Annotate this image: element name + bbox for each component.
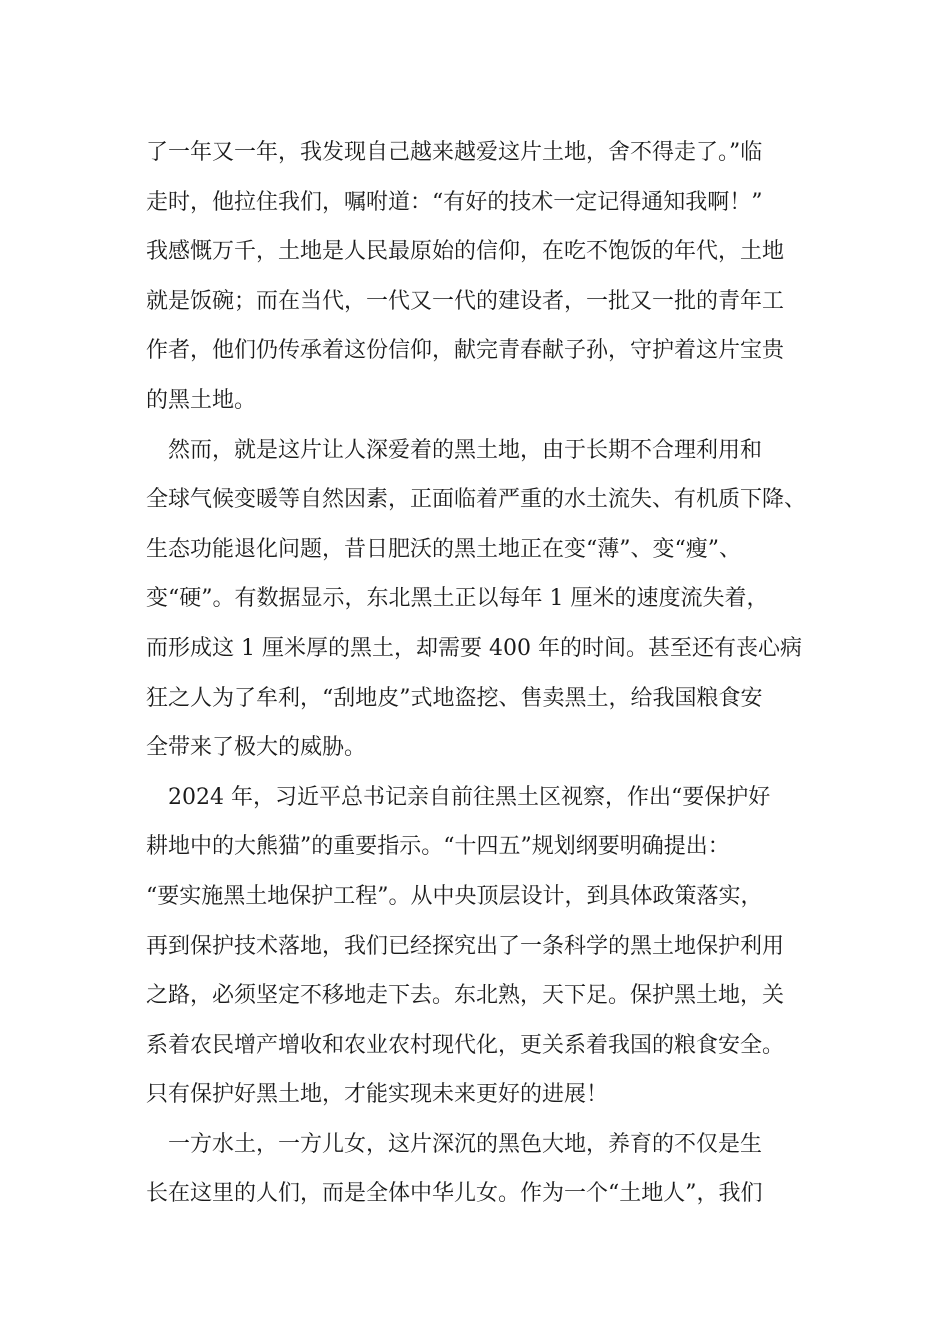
text-line: 生态功能退化问题，昔日肥沃的黑土地正在变“薄”、变“瘦”、 bbox=[146, 536, 741, 562]
text-line: 全带来了极大的威胁。 bbox=[146, 735, 367, 761]
text-line: 走时，他拉住我们，嘱咐道：“有好的技术一定记得通知我啊！” bbox=[146, 189, 763, 215]
text-line: 长在这里的人们，而是全体中华儿女。作为一个“土地人”，我们 bbox=[146, 1181, 763, 1207]
text-line: 只有保护好黑土地，才能实现未来更好的进展！ bbox=[146, 1082, 609, 1108]
text-line: 系着农民增产增收和农业农村现代化，更关系着我国的粮食安全。 bbox=[146, 1032, 785, 1058]
document-body bbox=[146, 128, 836, 1219]
text-line: 之路，必须坚定不移地走下去。东北熟，天下足。保护黑土地，关 bbox=[146, 983, 785, 1009]
text-line: 2024 年，习近平总书记亲自前往黑土区视察，作出“要保护好 bbox=[146, 784, 771, 810]
text-line: 耕地中的大熊猫”的重要指示。“十四五”规划纲要明确提出： bbox=[146, 834, 730, 860]
text-line: 全球气候变暖等自然因素，正面临着严重的水土流失、有机质下降、 bbox=[146, 487, 807, 513]
text-line: 了一年又一年，我发现自己越来越爱这片土地，舍不得走了。”临 bbox=[146, 140, 763, 165]
text-line: 的黑土地。 bbox=[146, 387, 257, 413]
text-line: 就是饭碗；而在当代，一代又一代的建设者，一批又一批的青年工 bbox=[146, 288, 785, 314]
text-line: 我感慨万千，土地是人民最原始的信仰，在吃不饱饭的年代，土地 bbox=[146, 239, 785, 265]
text-line: 再到保护技术落地，我们已经探究出了一条科学的黑土地保护利用 bbox=[146, 933, 785, 959]
text-line: 一方水土，一方儿女，这片深沉的黑色大地，养育的不仅是生 bbox=[146, 1131, 763, 1157]
text-line: 然而，就是这片让人深爱着的黑土地，由于长期不合理利用和 bbox=[146, 437, 763, 463]
text-line: “要实施黑土地保护工程”。从中央顶层设计，到具体政策落实， bbox=[146, 883, 763, 909]
text-line: 作者，他们仍传承着这份信仰，献完青春献子孙，守护着这片宝贵 bbox=[146, 338, 785, 364]
text-line: 变“硬”。有数据显示，东北黑土正以每年 1 厘米的速度流失着， bbox=[146, 586, 769, 612]
text-line: 而形成这 1 厘米厚的黑土，却需要 400 年的时间。甚至还有丧心病 bbox=[146, 635, 802, 661]
text-line: 狂之人为了牟利，“刮地皮”式地盗挖、售卖黑土，给我国粮食安 bbox=[146, 685, 763, 711]
